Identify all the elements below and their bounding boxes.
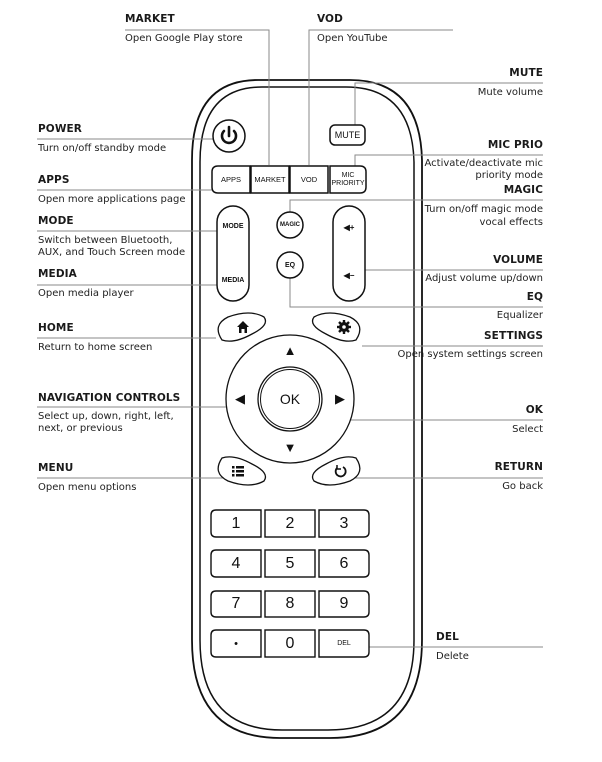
callout-del-title: DEL <box>436 631 459 643</box>
callout-magic-title: MAGIC <box>503 184 543 196</box>
nav-down-button[interactable]: ▼ <box>283 439 297 455</box>
callout-magic-desc-1: Turn on/off magic mode <box>424 204 543 215</box>
callout-vod-desc: Open YouTube <box>317 33 388 44</box>
callout-apps-desc: Open more applications page <box>38 194 186 205</box>
eq-button[interactable]: EQ <box>284 261 296 269</box>
ok-button[interactable]: OK <box>279 391 301 407</box>
key-2[interactable]: 2 <box>285 514 295 532</box>
callout-mute-title: MUTE <box>509 67 543 79</box>
callout-market-desc: Open Google Play store <box>125 33 243 44</box>
callout-settings-desc: Open system settings screen <box>397 349 543 360</box>
callout-media-desc: Open media player <box>38 288 134 299</box>
key-4[interactable]: 4 <box>231 554 241 572</box>
key-dot[interactable]: • <box>234 637 238 650</box>
mute-button[interactable]: MUTE <box>334 130 361 140</box>
callout-media-title: MEDIA <box>38 268 77 280</box>
callout-navigation-title: NAVIGATION CONTROLS <box>38 392 181 404</box>
callout-menu-desc: Open menu options <box>38 482 137 493</box>
key-0[interactable]: 0 <box>285 634 295 652</box>
magic-button[interactable]: MAGIC <box>280 222 300 228</box>
callout-del-desc: Delete <box>436 651 469 662</box>
callout-volume-desc: Adjust volume up/down <box>425 273 543 284</box>
callout-return-desc: Go back <box>502 481 543 492</box>
mic-priority-label-line2: PRIORITY <box>331 179 365 187</box>
callout-ok-title: OK <box>525 404 543 416</box>
volume-down-button[interactable] <box>333 268 365 282</box>
key-6[interactable]: 6 <box>339 554 349 572</box>
callout-navigation-desc-2: next, or previous <box>38 423 123 434</box>
callout-volume-title: VOLUME <box>493 254 543 266</box>
mode-button[interactable]: MODE <box>222 222 244 230</box>
callout-mode-desc-1: Switch between Bluetooth, <box>38 235 173 246</box>
apps-button[interactable]: APPS <box>220 175 241 184</box>
callout-home-desc: Return to home screen <box>38 342 153 353</box>
callout-magic-desc-2: vocal effects <box>479 217 543 228</box>
settings-button-shape[interactable] <box>313 313 360 341</box>
key-3[interactable]: 3 <box>339 514 349 532</box>
list-icon <box>232 466 244 477</box>
nav-left-button[interactable]: ◀ <box>235 391 245 406</box>
callout-mic-prio-desc-2: priority mode <box>475 170 543 181</box>
callout-eq-desc: Equalizer <box>496 310 543 321</box>
callout-navigation-desc-1: Select up, down, right, left, <box>38 411 174 422</box>
media-button[interactable]: MEDIA <box>221 276 245 284</box>
callout-power-desc: Turn on/off standby mode <box>38 143 167 154</box>
callout-return-title: RETURN <box>494 461 543 473</box>
volume-up-icon: ◀+ <box>343 222 355 232</box>
callout-vod-title: VOD <box>317 13 343 25</box>
mic-priority-button[interactable] <box>330 166 366 193</box>
callout-market-title: MARKET <box>125 13 175 25</box>
key-del[interactable]: DEL <box>337 640 351 647</box>
key-8[interactable]: 8 <box>285 595 295 612</box>
callout-mode-desc-2: AUX, and Touch Screen mode <box>38 247 186 258</box>
callout-power-title: POWER <box>38 123 82 135</box>
market-button[interactable]: MARKET <box>254 175 286 184</box>
callout-mic-prio-desc-1: Activate/deactivate mic <box>424 158 543 169</box>
key-7[interactable]: 7 <box>231 595 241 612</box>
nav-up-button[interactable]: ▲ <box>283 342 297 358</box>
callout-home-title: HOME <box>38 322 74 334</box>
callout-settings-title: SETTINGS <box>484 330 543 342</box>
volume-down-icon: ◀− <box>343 270 355 280</box>
callout-ok-desc: Select <box>512 424 543 435</box>
vod-button[interactable]: VOD <box>300 175 318 184</box>
callout-eq-title: EQ <box>526 291 543 303</box>
callout-mic-prio-title: MIC PRIO <box>487 139 543 151</box>
callout-mode-title: MODE <box>38 215 74 227</box>
key-1[interactable]: 1 <box>231 514 241 532</box>
callout-apps-title: APPS <box>38 174 70 186</box>
nav-right-button[interactable]: ▶ <box>335 391 345 406</box>
volume-up-button[interactable] <box>333 220 365 234</box>
key-9[interactable]: 9 <box>339 595 349 612</box>
key-5[interactable]: 5 <box>285 554 295 572</box>
gear-icon <box>337 320 351 334</box>
callout-mute-desc: Mute volume <box>477 87 543 98</box>
mic-priority-label-line1: MIC <box>341 171 355 179</box>
callout-menu-title: MENU <box>38 462 74 474</box>
